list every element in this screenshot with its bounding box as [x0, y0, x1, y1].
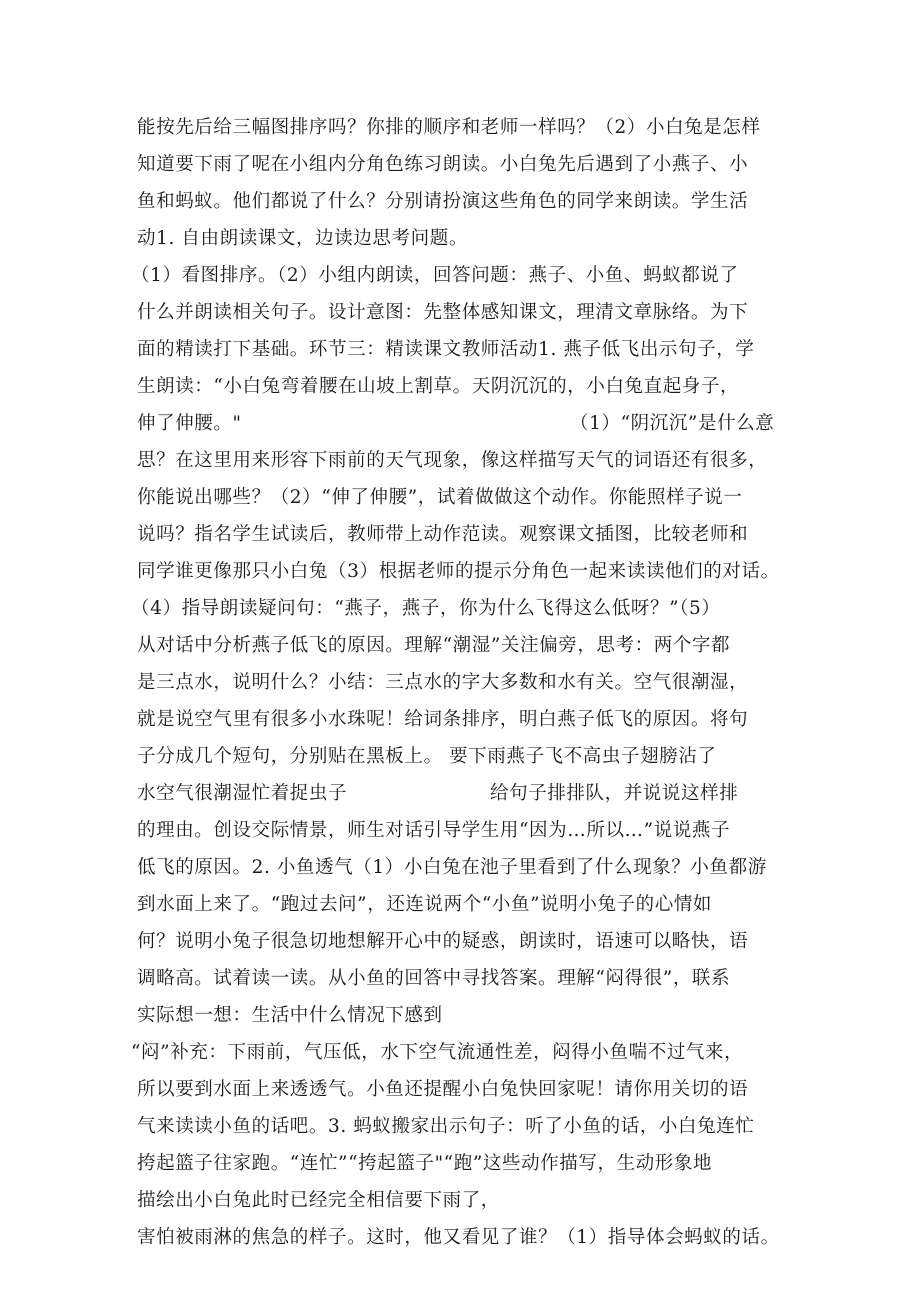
text-line-31: 害怕被雨淋的焦急的样子。这时，他又看见了谁？（1）指导体会蚂蚁的话。	[137, 1227, 780, 1248]
text-line-10: 思？在这里用来形容下雨前的天气现象，像这样描写天气的词语还有很多，	[137, 450, 768, 471]
text-line-25: 实际想一想：生活中什么情况下感到	[137, 1005, 443, 1026]
text-line-9-right: （1）“阴沉沉”是什么意	[570, 413, 775, 434]
text-line-24: 调略高。试着读一读。从小鱼的回答中寻找答案。理解“闷得很”，联系	[137, 968, 731, 989]
text-line-14: （4）指导朗读疑问句：“燕子，燕子，你为什么飞得这么低呀？”（5）	[131, 598, 721, 619]
text-line-19-right: 给句子排排队，并说说这样排	[490, 783, 739, 804]
text-line-6: 什么并朗读相关句子。设计意图：先整体感知课文，理清文章脉络。为下	[137, 302, 749, 323]
text-line-23: 何？说明小兔子很急切地想解开心中的疑惑，朗读时，语速可以略快，语	[137, 931, 749, 952]
text-line-15: 从对话中分析燕子低飞的原因。理解“潮湿”关注偏旁，思考：两个字都	[137, 635, 731, 656]
text-line-8: 生朗读：“小白兔弯着腰在山坡上割草。天阴沉沉的，小白兔直起身子，	[137, 376, 740, 397]
text-line-19	[137, 782, 777, 806]
text-line-21: 低飞的原因。2. 小鱼透气（1）小白兔在池子里看到了什么现象？小鱼都游	[137, 857, 767, 878]
text-line-12: 说吗？指名学生试读后，教师带上动作范读。观察课文插图，比较老师和	[137, 524, 749, 545]
text-line-19-left: 水空气很潮湿忙着捉虫子	[137, 783, 348, 804]
text-line-11: 你能说出哪些？（2）“伸了伸腰”，试着做做这个动作。你能照样子说一	[137, 487, 743, 508]
text-line-17: 就是说空气里有很多小水珠呢！给词条排序，明白燕子低飞的原因。将句	[137, 709, 749, 730]
text-line-4: 动1. 自由朗读课文，边读边思考问题。	[137, 228, 468, 249]
text-line-20: 的理由。创设交际情景，师生对话引导学生用“因为…所以…”说说燕子	[137, 820, 731, 841]
text-line-22: 到水面上来了。“跑过去问”，还连说两个“小鱼”说明小兔子的心情如	[137, 894, 713, 915]
text-line-3: 鱼和蚂蚁。他们都说了什么？分别请扮演这些角色的同学来朗读。学生活	[137, 191, 749, 212]
text-line-9-left: 伸了伸腰。"	[137, 413, 242, 434]
text-line-29: 挎起篮子往家跑。“连忙”“挎起篮子"“跑”这些动作描写，生动形象地	[137, 1153, 713, 1174]
text-line-30: 描绘出小白兔此时已经完全相信要下雨了，	[137, 1190, 500, 1211]
text-line-13: 同学谁更像那只小白兔（3）根据老师的提示分角色一起来读读他们的对话。	[137, 561, 780, 582]
text-line-18: 子分成几个短句，分别贴在黑板上。 要下雨燕子飞不高虫子翅膀沾了	[137, 746, 717, 767]
text-line-28: 气来读读小鱼的话吧。3. 蚂蚁搬家出示句子：听了小鱼的话，小白兔连忙	[137, 1116, 755, 1137]
text-line-9	[137, 412, 797, 436]
text-line-7: 面的精读打下基础。环节三：精读课文教师活动1. 燕子低飞出示句子，学	[137, 339, 755, 360]
text-line-5: （1）看图排序。（2）小组内朗读，回答问题：燕子、小鱼、蚂蚁都说了	[131, 265, 739, 286]
text-line-27: 所以要到水面上来透透气。小鱼还提醒小白兔快回家呢！请你用关切的语	[137, 1079, 749, 1100]
text-line-26: “闷”补充：下雨前，气压低，水下空气流通性差，闷得小鱼喘不过气来，	[131, 1042, 744, 1063]
text-line-1: 能按先后给三幅图排序吗？你排的顺序和老师一样吗？（2）小白兔是怎样	[137, 117, 761, 138]
text-line-2: 知道要下雨了呢在小组内分角色练习朗读。小白兔先后遇到了小燕子、小	[137, 154, 749, 175]
text-line-16: 是三点水，说明什么？小结：三点水的字大多数和水有关。空气很潮湿，	[137, 672, 749, 693]
